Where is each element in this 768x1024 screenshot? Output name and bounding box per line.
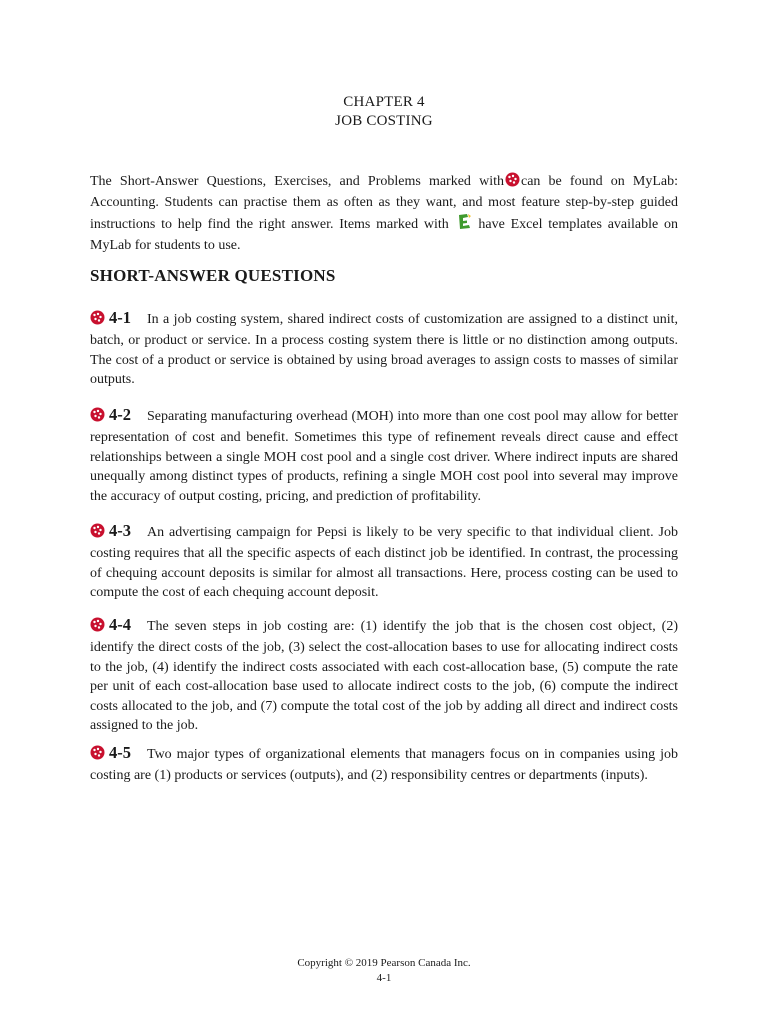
mylab-icon	[90, 310, 105, 331]
section-heading: SHORT-ANSWER QUESTIONS	[90, 266, 336, 285]
question-number: 4-1	[109, 308, 131, 327]
mylab-icon	[90, 407, 105, 428]
question-number: 4-3	[109, 521, 131, 540]
page-number: 4-1	[376, 972, 392, 984]
question-text: In a job costing system, shared indirect costs of customization are assigned to a distinct unit, batch, or product or service. In a process costing system there is little or no distinction among outputs. The cost of a product or service is obtained by using broad averages to assign costs to masses of similar outputs.	[90, 312, 678, 388]
question-item	[90, 743, 678, 786]
question-item	[90, 521, 678, 603]
copyright-notice: Copyright © 2019 Pearson Canada Inc.	[297, 957, 471, 969]
question-text: Two major types of organizational elements that managers focus on in companies using job costing are (1) products or services (outputs), and (2) responsibility centres or departments (inputs).	[90, 747, 678, 784]
question-text: The seven steps in job costing are: (1) identify the job that is the chosen cost object, (2) identify the direct costs of the job, (3) select the cost-allocation bases to use for allocating indirect costs to the job, (4) identify the indirect costs associated with each cost-allocation base, (5) compute the rate per unit of each cost-allocation base used to allocate indirect costs to the job, (6) compute the indirect costs allocated to the job, and (7) compute the total cost of the job by adding all direct and indirect costs assigned to the job.	[90, 619, 678, 734]
question-item	[90, 615, 678, 735]
chapter-title: JOB COSTING	[335, 113, 433, 129]
mylab-icon	[90, 745, 105, 766]
question-text: An advertising campaign for Pepsi is likely to be very specific to that individual client. Job costing requires that all the specific aspects of each distinct job be identified. In contrast, the processing of chequing account deposits is similar for almost all transactions. Here, process costing can be used to compute the cost of each chequing account deposit.	[90, 525, 678, 601]
question-item	[90, 308, 678, 390]
mylab-icon	[90, 617, 105, 638]
intro-text-3: have Excel templates available on MyLab for students to use.	[90, 216, 679, 254]
question-text: Separating manufacturing overhead (MOH) into more than one cost pool may allow for better representation of cost and benefit. Sometimes this type of refinement reveals direct cause and effect relationships between a single MOH cost pool and a single cost driver. Where indirect inputs are shared unequally among distinct types of products, refining a single MOH cost pool into several may improve the accuracy of output costing, pricing, and prediction of profitability.	[90, 409, 678, 504]
intro-paragraph	[90, 172, 678, 256]
question-item	[90, 405, 678, 506]
question-number: 4-5	[109, 743, 131, 762]
excel-template-icon	[456, 213, 472, 236]
intro-text-2: can be found on MyLab: Accounting. Students can practise them as often as they want, and most feature step-by-step guided instructions to help find the right answer. Items marked with	[90, 174, 678, 232]
mylab-icon	[505, 172, 520, 193]
mylab-icon	[90, 523, 105, 544]
intro-text-1: The Short-Answer Questions, Exercises, and Problems marked with	[90, 174, 504, 189]
question-number: 4-2	[109, 405, 131, 424]
chapter-number: CHAPTER 4	[343, 94, 425, 110]
question-number: 4-4	[109, 615, 131, 634]
